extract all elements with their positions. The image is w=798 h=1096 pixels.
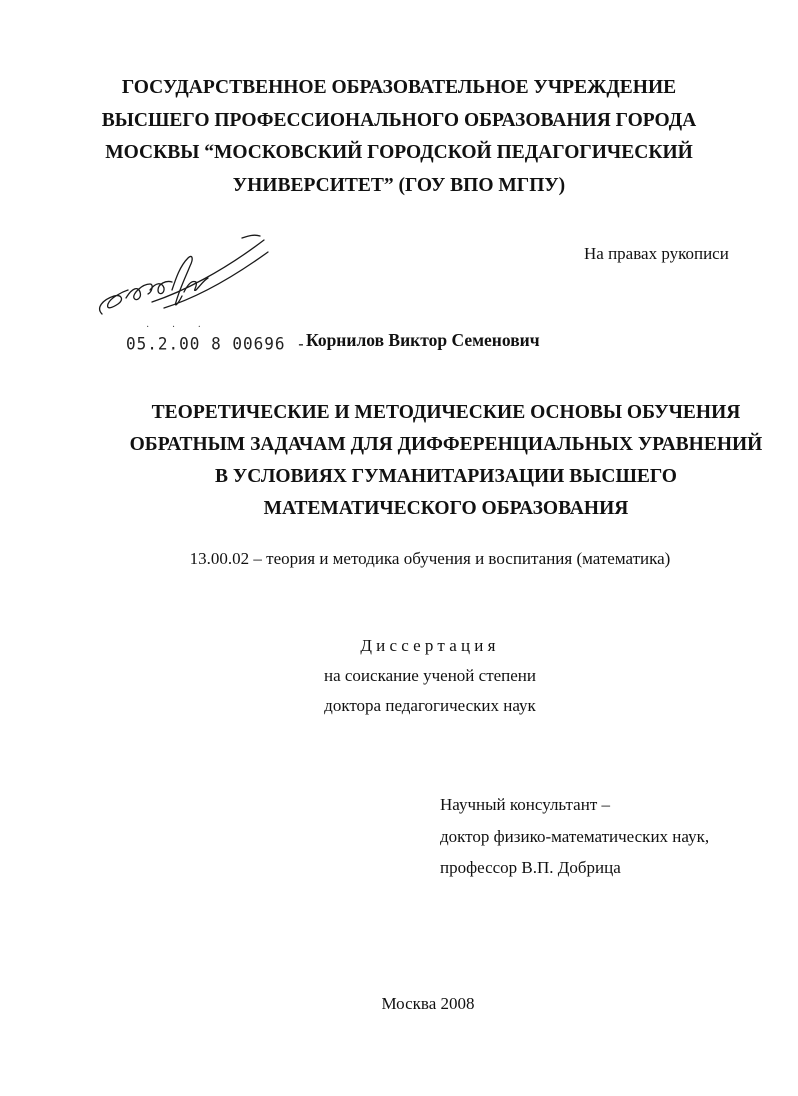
degree-block [230,631,630,721]
handwritten-signature [92,228,272,328]
author-name: Корнилов Виктор Семенович [306,330,540,350]
title-line: ОБРАТНЫМ ЗАДАЧАМ ДЛЯ ДИФФЕРЕНЦИАЛЬНЫХ УРАВНЕНИЙ [129,434,763,455]
degree-line: на соискание ученой степени [323,666,537,685]
manuscript-rights-note: На правах рукописи [584,244,729,263]
scientific-consultant [440,789,709,884]
institution-line: МОСКВЫ “МОСКОВСКИЙ ГОРОДСКОЙ ПЕДАГОГИЧЕСКИЙ [105,142,693,163]
title-line: ТЕОРЕТИЧЕСКИЕ И МЕТОДИЧЕСКИЕ ОСНОВЫ ОБУЧЕНИЯ [151,402,741,423]
city-year: Москва 2008 [381,994,475,1013]
consultant-line: Научный консультант – [440,795,610,814]
title-line: В УСЛОВИЯХ ГУМАНИТАРИЗАЦИИ ВЫСШЕГО [215,466,677,487]
dissertation-title [90,397,798,525]
library-stamp-number: 05.2.00 8 00696 - [126,333,307,354]
title-line: МАТЕМАТИЧЕСКОГО ОБРАЗОВАНИЯ [263,498,629,519]
stamp-marks: · · · [146,322,211,333]
consultant-line: доктор физико-математических наук, [440,826,710,846]
institution-line: ВЫСШЕГО ПРОФЕССИОНАЛЬНОГО ОБРАЗОВАНИЯ ГОРОДА [101,109,697,131]
degree-line: доктора педагогических наук [324,696,536,715]
institution-line: УНИВЕРСИТЕТ” (ГОУ ВПО МГПУ) [232,174,566,196]
institution-name [90,72,708,202]
dissertation-heading: Диссертация [360,636,500,655]
institution-line: ГОСУДАРСТВЕННОЕ ОБРАЗОВАТЕЛЬНОЕ УЧРЕЖДЕНИЕ [121,77,677,98]
specialty-code: 13.00.02 – теория и методика обучения и воспитания (математика) [189,549,671,568]
consultant-line: профессор В.П. Добрица [440,858,621,877]
